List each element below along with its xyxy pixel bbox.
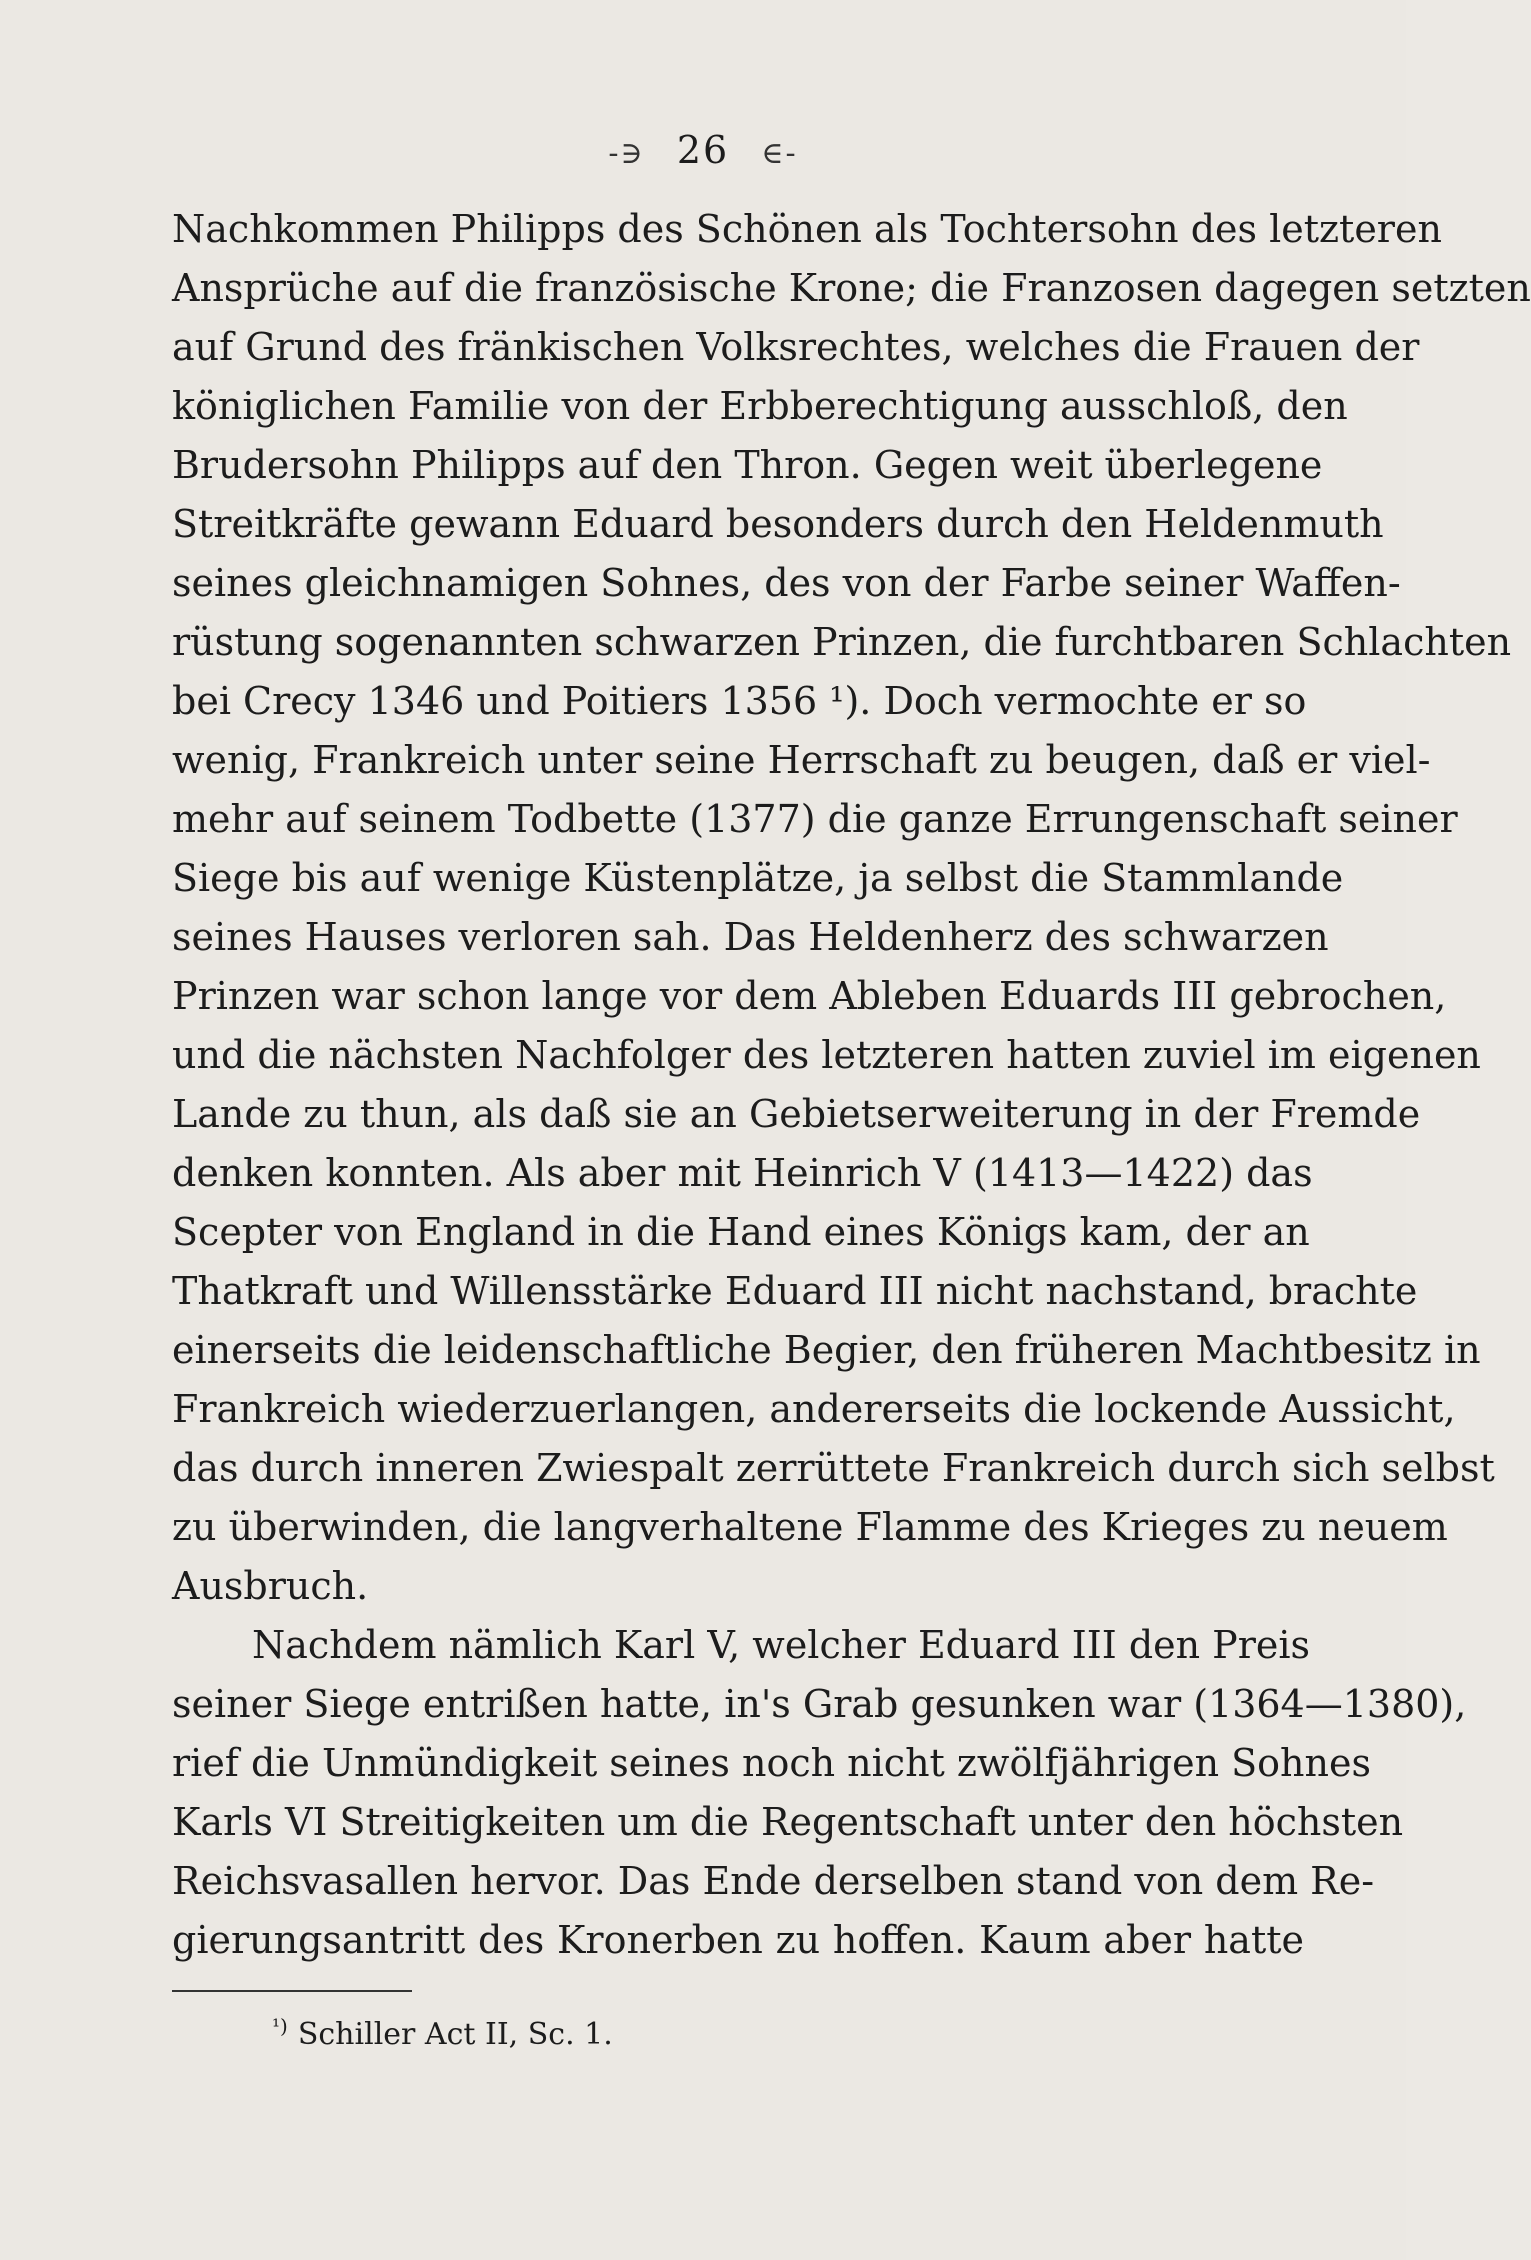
ornament-right-icon: ∈- bbox=[761, 136, 798, 171]
text-line: seines gleichnamigen Sohnes, des von der Farbe seiner Waffen- bbox=[172, 561, 1401, 605]
text-line: königlichen Familie von der Erbberechtigung ausschloß, den bbox=[172, 384, 1348, 428]
text-line: Ausbruch. bbox=[172, 1564, 369, 1608]
ornament-left-icon: -∋ bbox=[608, 136, 645, 171]
text-line: Prinzen war schon lange vor dem Ableben Eduards III gebrochen, bbox=[172, 974, 1447, 1018]
text-line: Siege bis auf wenige Küstenplätze, ja selbst die Stammlande bbox=[172, 856, 1344, 900]
text-line: Ansprüche auf die französische Krone; die Franzosen dagegen setzten bbox=[172, 266, 1531, 310]
paragraph-1 bbox=[172, 200, 1531, 1616]
text-line: Reichsvasallen hervor. Das Ende derselben stand von dem Re- bbox=[172, 1859, 1375, 1903]
body-text bbox=[172, 200, 1531, 1970]
text-line: seiner Siege entrißen hatte, in's Grab gesunken war (1364—1380), bbox=[172, 1682, 1467, 1726]
text-line: gierungsantritt des Kronerben zu hoffen. Kaum aber hatte bbox=[172, 1918, 1304, 1962]
text-line: rief die Unmündigkeit seines noch nicht zwölfjährigen Sohnes bbox=[172, 1741, 1371, 1785]
text-line: denken konnten. Als aber mit Heinrich V (1413—1422) das bbox=[172, 1151, 1313, 1195]
text-line: wenig, Frankreich unter seine Herrschaft zu beugen, daß er viel- bbox=[172, 738, 1431, 782]
text-line: Lande zu thun, als daß sie an Gebietserweiterung in der Fremde bbox=[172, 1092, 1421, 1136]
text-line: Thatkraft und Willensstärke Eduard III nicht nachstand, brachte bbox=[172, 1269, 1418, 1313]
text-line: seines Hauses verloren sah. Das Heldenherz des schwarzen bbox=[172, 915, 1329, 959]
text-line: auf Grund des fränkischen Volksrechtes, welches die Frauen der bbox=[172, 325, 1420, 369]
text-line: Nachkommen Philipps des Schönen als Tochtersohn des letzteren bbox=[172, 207, 1442, 251]
text-line: und die nächsten Nachfolger des letzteren hatten zuviel im eigenen bbox=[172, 1033, 1481, 1077]
paragraph-2 bbox=[172, 1616, 1467, 1970]
text-line: das durch inneren Zwiespalt zerrüttete Frankreich durch sich selbst bbox=[172, 1446, 1495, 1490]
text-line: rüstung sogenannten schwarzen Prinzen, die furchtbaren Schlachten bbox=[172, 620, 1512, 664]
text-line: einerseits die leidenschaftliche Begier, den früheren Machtbesitz in bbox=[172, 1328, 1481, 1372]
footnote-text: Schiller Act II, Sc. 1. bbox=[297, 2017, 613, 2052]
footnote-marker: ¹) bbox=[272, 2014, 288, 2038]
text-line: Nachdem nämlich Karl V, welcher Eduard III den Preis bbox=[252, 1623, 1311, 1667]
text-line: Frankreich wiederzuerlangen, andererseits die lockende Aussicht, bbox=[172, 1387, 1456, 1431]
text-line: mehr auf seinem Todbette (1377) die ganze Errungenschaft seiner bbox=[172, 797, 1458, 841]
text-line: bei Crecy 1346 und Poitiers 1356 ¹). Doch vermochte er so bbox=[172, 679, 1307, 723]
footnote bbox=[272, 2000, 613, 2061]
text-line: Karls VI Streitigkeiten um die Regentschaft unter den höchsten bbox=[172, 1800, 1404, 1844]
page-number: 26 bbox=[676, 128, 730, 172]
text-line: Brudersohn Philipps auf den Thron. Gegen weit überlegene bbox=[172, 443, 1323, 487]
text-line: zu überwinden, die langverhaltene Flamme des Krieges zu neuem bbox=[172, 1505, 1448, 1549]
text-line: Scepter von England in die Hand eines Königs kam, der an bbox=[172, 1210, 1310, 1254]
footnote-divider bbox=[172, 1990, 412, 1992]
text-line: Streitkräfte gewann Eduard besonders durch den Heldenmuth bbox=[172, 502, 1384, 546]
page-header bbox=[0, 128, 1406, 172]
